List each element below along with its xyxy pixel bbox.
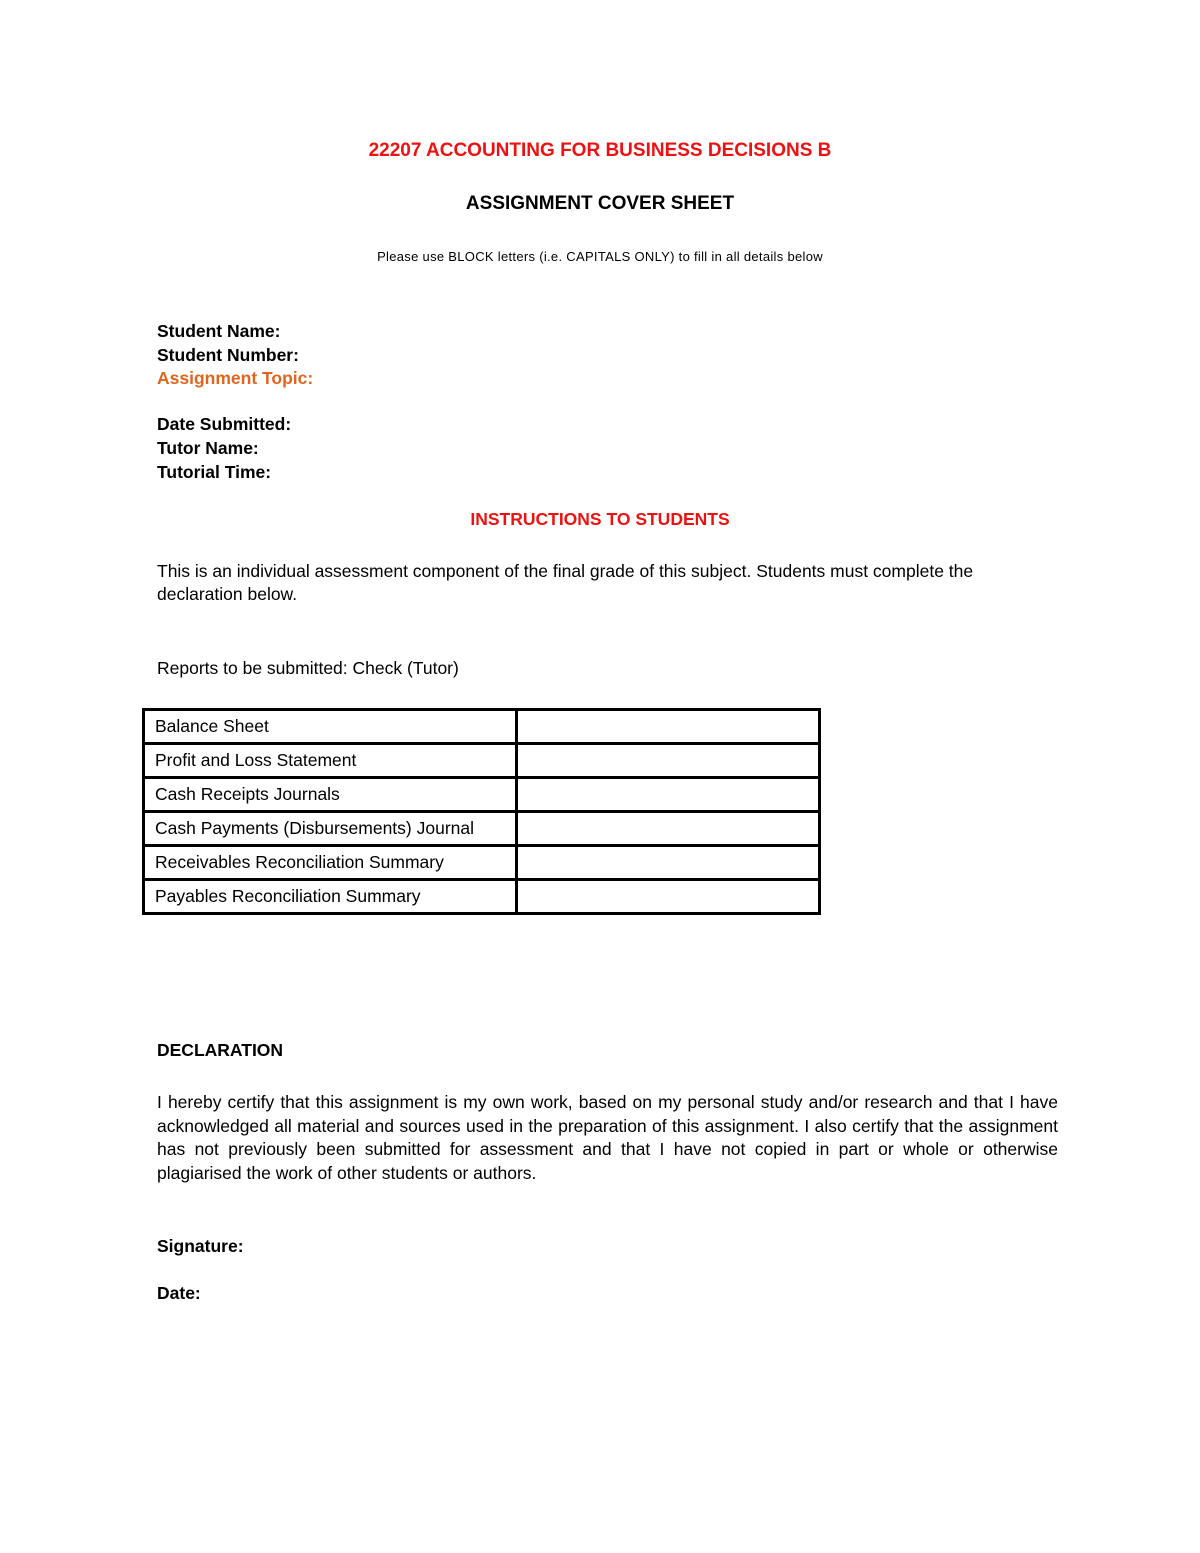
date-submitted-label: Date Submitted: <box>157 414 292 434</box>
report-check-cell[interactable] <box>517 846 820 880</box>
table-row <box>144 880 820 914</box>
table-row <box>144 778 820 812</box>
declaration-text: I hereby certify that this assignment is my own work, based on my personal study and/or research and that I have acknowledged all material and sources used in the preparation of this assignment. I also certify that the assignment has not previously been submitted for assessment and that I have not copied in part or whole or otherwise plagiarised the work of other students or authors. <box>157 1092 1058 1183</box>
report-name: Receivables Reconciliation Summary <box>144 846 517 880</box>
report-check-cell[interactable] <box>517 880 820 914</box>
assignment-topic-label: Assignment Topic: <box>157 368 314 388</box>
instructions-text: This is an individual assessment component of the final grade of this subject. Students must complete the declaration below. <box>157 561 974 604</box>
report-check-cell[interactable] <box>517 812 820 846</box>
report-name: Cash Receipts Journals <box>144 778 517 812</box>
block-letters-note: Please use BLOCK letters (i.e. CAPITALS ONLY) to fill in all details below <box>377 249 823 264</box>
sheet-title: ASSIGNMENT COVER SHEET <box>465 193 735 214</box>
table-row <box>144 812 820 846</box>
course-title: 22207 ACCOUNTING FOR BUSINESS DECISIONS B <box>368 140 832 161</box>
report-check-cell[interactable] <box>517 778 820 812</box>
instructions-heading: INSTRUCTIONS TO STUDENTS <box>470 509 730 529</box>
tutorial-time-label: Tutorial Time: <box>157 462 272 482</box>
tutor-name-label: Tutor Name: <box>157 438 259 458</box>
declaration-heading: DECLARATION <box>157 1040 284 1060</box>
student-name-label: Student Name: <box>157 321 281 341</box>
report-check-cell[interactable] <box>517 744 820 778</box>
table-row <box>144 846 820 880</box>
report-check-cell[interactable] <box>517 710 820 744</box>
report-name: Cash Payments (Disbursements) Journal <box>144 812 517 846</box>
student-number-label: Student Number: <box>157 345 299 365</box>
report-name: Payables Reconciliation Summary <box>144 880 517 914</box>
reports-table <box>142 708 821 915</box>
report-name: Profit and Loss Statement <box>144 744 517 778</box>
table-row <box>144 744 820 778</box>
date-label: Date: <box>157 1283 201 1303</box>
table-row <box>144 710 820 744</box>
reports-label: Reports to be submitted: Check (Tutor) <box>157 658 459 678</box>
signature-label: Signature: <box>157 1236 244 1256</box>
report-name: Balance Sheet <box>144 710 517 744</box>
